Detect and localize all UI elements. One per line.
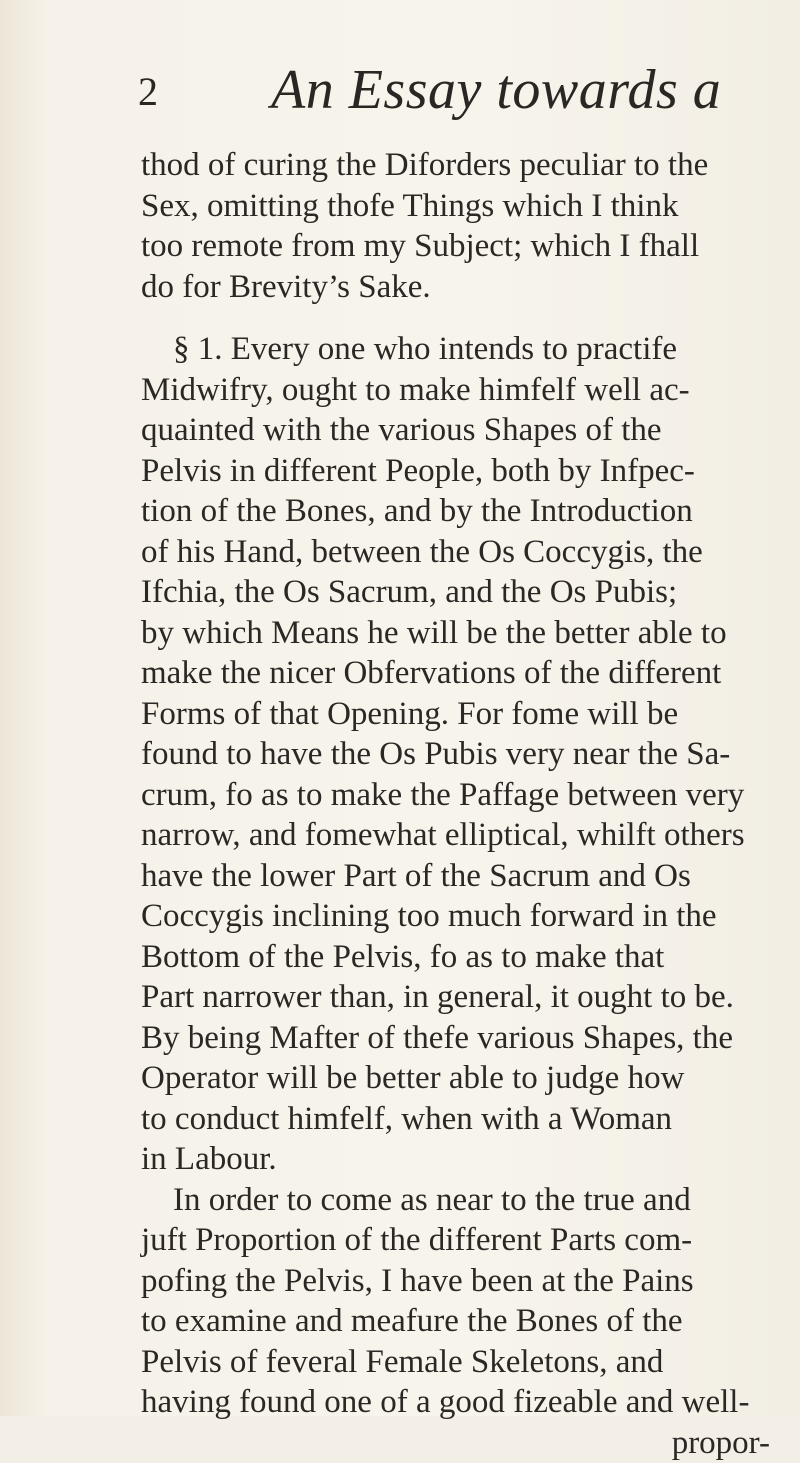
- text-line: in Labour.: [141, 1139, 770, 1180]
- text-line: Coccygis inclining too much forward in the: [141, 896, 770, 937]
- text-line: pofing the Pelvis, I have been at the Pains: [141, 1261, 770, 1302]
- text-line: By being Mafter of thefe various Shapes, the: [141, 1018, 770, 1059]
- text-line: found to have the Os Pubis very near the Sa-: [141, 734, 770, 775]
- page-number: 2: [138, 68, 158, 115]
- text-line: having found one of a good fizeable and well-: [141, 1382, 770, 1423]
- text-line: by which Means he will be the better able to: [141, 613, 770, 654]
- page-header: [138, 58, 758, 128]
- text-line: Forms of that Opening. For fome will be: [141, 694, 770, 735]
- text-line: to conduct himfelf, when with a Woman: [141, 1099, 770, 1140]
- text-line: too remote from my Subject; which I fhall: [141, 226, 770, 267]
- text-line: quainted with the various Shapes of the: [141, 410, 770, 451]
- text-line: narrow, and fomewhat elliptical, whilft others: [141, 815, 770, 856]
- text-line: Part narrower than, in general, it ought to be.: [141, 977, 770, 1018]
- text-line: of his Hand, between the Os Coccygis, the: [141, 532, 770, 573]
- text-line: juft Proportion of the different Parts com-: [141, 1220, 770, 1261]
- text-line: Sex, omitting thofe Things which I think: [141, 186, 770, 227]
- text-line: In order to come as near to the true and: [141, 1180, 770, 1221]
- paragraph-gap: [141, 307, 770, 329]
- text-line: Pelvis in different People, both by Infpec-: [141, 451, 770, 492]
- text-line: § 1. Every one who intends to practife: [141, 329, 770, 370]
- text-line: Pelvis of feveral Female Skeletons, and: [141, 1342, 770, 1383]
- running-title: An Essay towards a: [271, 58, 721, 122]
- text-line: Operator will be better able to judge how: [141, 1058, 770, 1099]
- text-line: crum, fo as to make the Paffage between very: [141, 775, 770, 816]
- text-line: Midwifry, ought to make himfelf well ac-: [141, 370, 770, 411]
- text-line: Ifchia, the Os Sacrum, and the Os Pubis;: [141, 572, 770, 613]
- text-line: make the nicer Obfervations of the different: [141, 653, 770, 694]
- text-line: to examine and meafure the Bones of the: [141, 1301, 770, 1342]
- body-text: [141, 145, 770, 1463]
- text-line: tion of the Bones, and by the Introduction: [141, 491, 770, 532]
- catchword: propor-: [141, 1423, 770, 1463]
- text-line: Bottom of the Pelvis, fo as to make that: [141, 937, 770, 978]
- text-line: have the lower Part of the Sacrum and Os: [141, 856, 770, 897]
- text-line: thod of curing the Diforders peculiar to the: [141, 145, 770, 186]
- text-line: do for Brevity’s Sake.: [141, 267, 770, 308]
